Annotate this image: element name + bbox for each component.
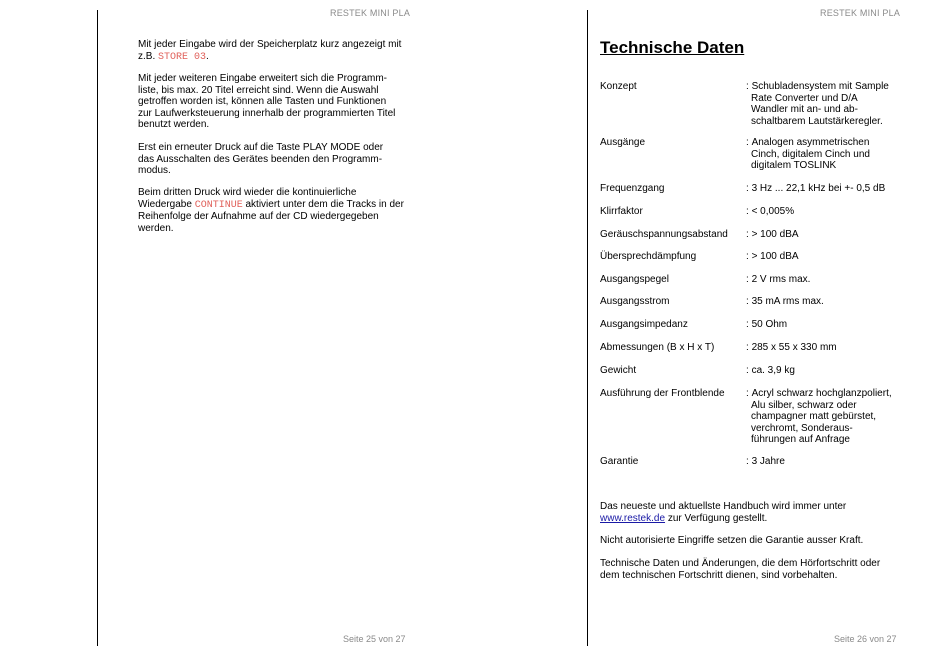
page-title: Technische Daten bbox=[600, 38, 745, 57]
spec-label-geraeuschspannungsabstand: Geräuschspannungsabstand bbox=[600, 229, 728, 240]
spec-label-frequenzgang: Frequenzgang bbox=[600, 183, 665, 194]
note-handbook-line1: Das neueste und aktuellste Handbuch wird immer unter bbox=[600, 501, 847, 512]
spec-value-line: 3 Jahre bbox=[751, 456, 785, 467]
spec-value-line: ca. 3,9 kg bbox=[751, 365, 795, 376]
spec-value-garantie: : 3 Jahre bbox=[746, 456, 785, 467]
play-mode-line: modus. bbox=[138, 165, 171, 177]
spec-value-klirrfaktor: : < 0,005% bbox=[746, 206, 795, 217]
spec-label-gewicht: Gewicht bbox=[600, 365, 637, 376]
note-changes-line: dem technischen Fortschritt dienen, sind vorbehalten. bbox=[600, 569, 838, 581]
continue-line: Beim dritten Druck wird wieder die kontinuierliche bbox=[138, 187, 357, 198]
right-page bbox=[475, 0, 950, 659]
spec-value-line: Wandler mit an- und ab- bbox=[751, 104, 858, 116]
continue-line: werden. bbox=[138, 222, 174, 234]
spec-label-klirrfaktor: Klirrfaktor bbox=[600, 206, 643, 217]
spec-label-konzept: Konzept bbox=[600, 81, 637, 92]
spec-value-ausgaenge: : Analogen asymmetrischen Cinch, digitalem Cinch und digitalem TOSLINK bbox=[746, 137, 870, 172]
program-list-line: liste, bis max. 20 Titel erreicht sind. Wenn die Auswahl bbox=[138, 84, 379, 96]
spec-value-line: Alu silber, schwarz oder bbox=[751, 399, 857, 411]
play-mode-line: Erst ein erneuter Druck auf die Taste PLAY MODE oder bbox=[138, 142, 384, 153]
spec-label-ausgangsimpedanz: Ausgangsimpedanz bbox=[600, 319, 688, 330]
spec-value-line: verchromt, Sonderaus- bbox=[751, 422, 853, 434]
spec-label-frontblende: Ausführung der Frontblende bbox=[600, 388, 725, 399]
restek-website-link[interactable]: www.restek.de bbox=[600, 512, 666, 524]
left-margin-line bbox=[97, 10, 98, 646]
note-changes bbox=[600, 558, 880, 581]
note-handbook bbox=[600, 501, 846, 524]
spec-value-line: Analogen asymmetrischen bbox=[751, 137, 870, 148]
spec-label-abmessungen: Abmessungen (B x H x T) bbox=[600, 342, 715, 353]
note-changes-line: Technische Daten und Änderungen, die dem Hörfortschritt oder bbox=[600, 558, 881, 569]
spec-value-ausgangsimpedanz: : 50 Ohm bbox=[746, 319, 788, 330]
spec-value-gewicht: : ca. 3,9 kg bbox=[746, 365, 795, 376]
continue-prefix: Wiedergabe bbox=[138, 198, 192, 210]
left-page-footer: Seite 25 von 27 bbox=[343, 634, 406, 644]
spec-label-ausgangsstrom: Ausgangsstrom bbox=[600, 296, 670, 307]
right-margin-line bbox=[587, 10, 588, 646]
spec-value-line: < 0,005% bbox=[751, 206, 795, 217]
note-handbook-line2 bbox=[600, 513, 846, 525]
paragraph-program-list bbox=[138, 73, 395, 131]
spec-value-line: 285 x 55 x 330 mm bbox=[751, 342, 837, 353]
spec-value-line: Acryl schwarz hochglanzpoliert, bbox=[751, 388, 892, 399]
spec-value-konzept: : Schubladensystem mit Sample Rate Converter und D/A Wandler mit an- und ab- schaltbarem Lautstärkeregler. bbox=[746, 81, 889, 127]
paragraph-store-prefix: z.B. bbox=[138, 50, 156, 62]
program-list-line: zur Laufwerksteuerung innerhalb der programmierten Titel bbox=[138, 107, 396, 119]
left-page-header: RESTEK MINI PLA bbox=[330, 8, 411, 18]
spec-value-line: digitalem TOSLINK bbox=[751, 160, 837, 172]
spec-value-line: 2 V rms max. bbox=[751, 274, 811, 285]
store-display-text: STORE 03 bbox=[158, 51, 207, 63]
paragraph-play-mode bbox=[138, 142, 383, 177]
spec-value-line: Schubladensystem mit Sample bbox=[751, 81, 889, 92]
right-page-header: RESTEK MINI PLA bbox=[820, 8, 901, 18]
spec-value-line: > 100 dBA bbox=[751, 251, 799, 262]
note-warranty: Nicht autorisierte Eingriffe setzen die Garantie ausser Kraft. bbox=[600, 535, 864, 546]
spec-value-geraeuschspannungsabstand: : > 100 dBA bbox=[746, 229, 799, 240]
note-handbook-suffix: zur Verfügung gestellt. bbox=[667, 512, 768, 524]
spec-label-ausgaenge: Ausgänge bbox=[600, 137, 646, 148]
spec-value-line: führungen auf Anfrage bbox=[751, 434, 850, 446]
play-mode-line: das Ausschalten des Gerätes beenden den Programm- bbox=[138, 153, 383, 165]
spec-value-line: > 100 dBA bbox=[751, 229, 799, 240]
spec-value-line: 3 Hz ... 22,1 kHz bei +- 0,5 dB bbox=[751, 183, 886, 194]
paragraph-store-line1: Mit jeder Eingabe wird der Speicherplatz kurz angezeigt mit bbox=[138, 39, 402, 50]
spec-value-line: schaltbarem Lautstärkeregler. bbox=[751, 115, 883, 127]
spec-value-line: 50 Ohm bbox=[751, 319, 788, 330]
spec-value-frontblende: : Acryl schwarz hochglanzpoliert, Alu silber, schwarz oder champagner matt gebürstet, verchromt, Sonderaus- führungen auf Anfrage bbox=[746, 388, 892, 446]
spec-value-line: Rate Converter und D/A bbox=[751, 92, 858, 104]
spec-label-uebersprechdaempfung: Übersprechdämpfung bbox=[600, 251, 697, 262]
spec-label-ausgangspegel: Ausgangspegel bbox=[600, 274, 669, 285]
spec-value-line: champagner matt gebürstet, bbox=[751, 411, 877, 423]
continue-line: Reihenfolge der Aufnahme auf der CD wiedergegeben bbox=[138, 211, 379, 223]
paragraph-store-line2: z.B. STORE 03. bbox=[138, 50, 209, 63]
spec-value-abmessungen: : 285 x 55 x 330 mm bbox=[746, 342, 837, 353]
spec-value-ausgangsstrom: : 35 mA rms max. bbox=[746, 296, 824, 307]
program-list-line: getroffen worden ist, können alle Tasten und Funktionen bbox=[138, 96, 387, 108]
paragraph-store bbox=[138, 39, 401, 63]
spec-value-line: Cinch, digitalem Cinch und bbox=[751, 148, 870, 160]
continue-line bbox=[138, 199, 404, 212]
spec-value-frequenzgang: : 3 Hz ... 22,1 kHz bei +- 0,5 dB bbox=[746, 183, 886, 194]
spec-value-uebersprechdaempfung: : > 100 dBA bbox=[746, 251, 799, 262]
right-page-footer: Seite 26 von 27 bbox=[834, 634, 897, 644]
program-list-line: Mit jeder weiteren Eingabe erweitert sich die Programm- bbox=[138, 73, 387, 84]
paragraph-continue bbox=[138, 187, 404, 234]
continue-display-text: CONTINUE bbox=[194, 199, 243, 211]
continue-suffix: aktiviert unter dem die Tracks in der bbox=[245, 198, 404, 210]
spec-value-ausgangspegel: : 2 V rms max. bbox=[746, 274, 811, 285]
spec-value-line: 35 mA rms max. bbox=[751, 296, 824, 307]
spec-label-garantie: Garantie bbox=[600, 456, 639, 467]
program-list-line: benutzt werden. bbox=[138, 119, 210, 131]
